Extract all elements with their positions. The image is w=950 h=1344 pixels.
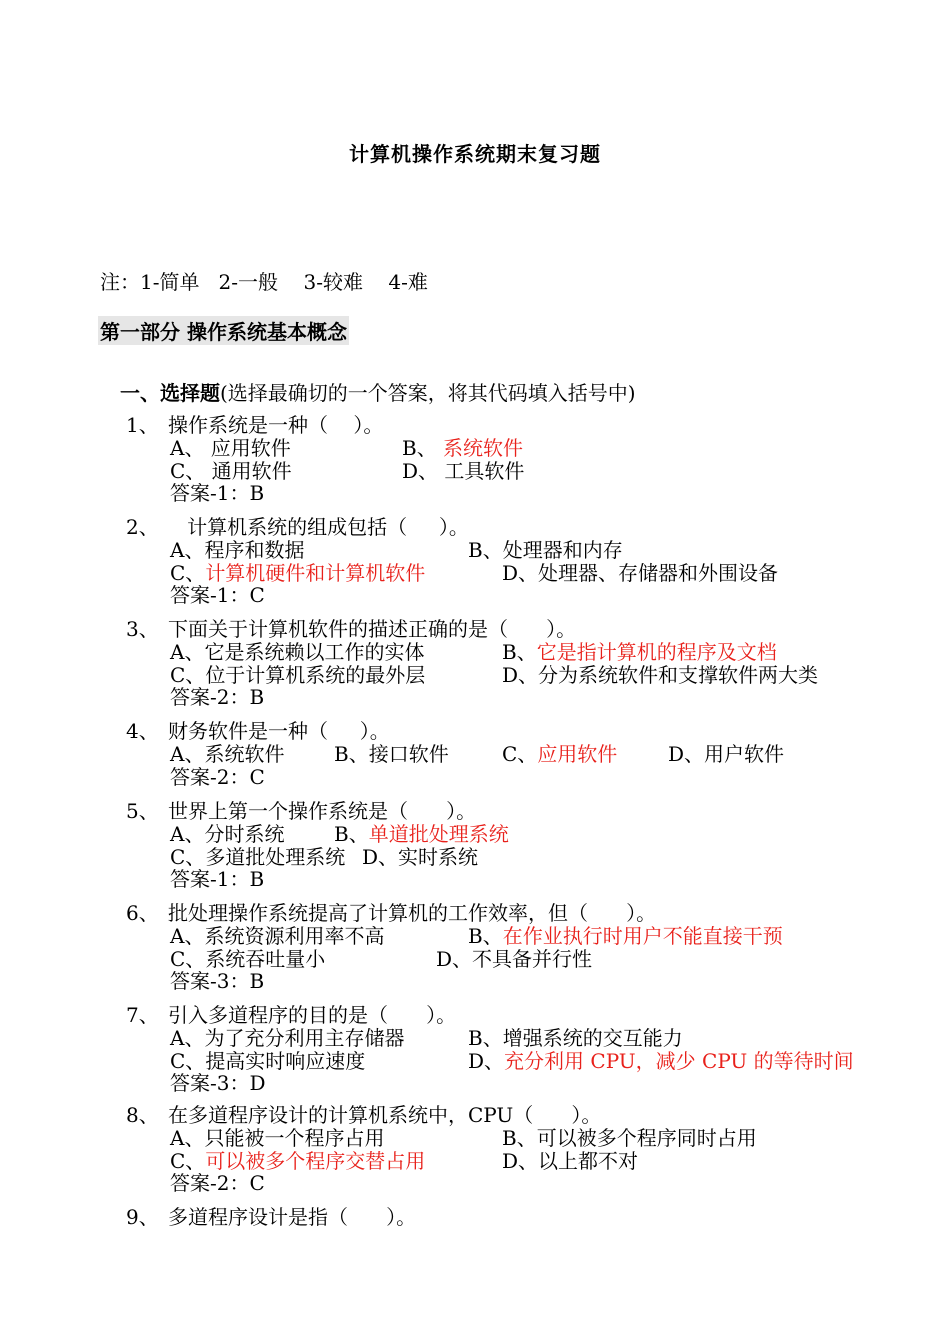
section-title: 一、选择题 <box>120 381 220 405</box>
option-c <box>170 562 425 584</box>
option-d <box>502 1150 638 1172</box>
difficulty-note: 注：1-简单 2-一般 3-较难 4-难 <box>100 270 428 294</box>
correct-option-text: 它是指计算机的程序及文档 <box>536 639 777 664</box>
option-c <box>170 664 425 686</box>
option-text: 处理器、存储器和外围设备 <box>538 560 779 585</box>
correct-option-text: 可以被多个程序交替占用 <box>205 1148 426 1173</box>
option-prefix: B、 <box>468 1025 503 1050</box>
option-prefix: B、 <box>468 923 503 948</box>
correct-option-text: 应用软件 <box>537 741 618 766</box>
option-c <box>170 948 325 970</box>
answer-label: 答案-3：D <box>170 1071 266 1096</box>
option-prefix: A、 <box>170 435 205 460</box>
question-stem: 多道程序设计是指（ ）。 <box>168 1205 417 1229</box>
option-prefix: C、 <box>170 844 206 869</box>
option-text: 系统软件 <box>204 741 285 766</box>
option-prefix: C、 <box>502 741 538 766</box>
answer-label: 答案-2：B <box>170 685 265 710</box>
option-prefix: A、 <box>170 1025 205 1050</box>
option-prefix: A、 <box>170 741 205 766</box>
option-a <box>170 539 304 561</box>
answer-label: 答案-1：B <box>170 481 265 506</box>
option-text: 位于计算机系统的最外层 <box>205 662 426 687</box>
option-prefix: B、 <box>502 1125 537 1150</box>
option-a <box>170 925 384 947</box>
document-title: 计算机操作系统期末复习题 <box>349 142 601 166</box>
option-a <box>170 1127 384 1149</box>
question-number: 8、 <box>126 1103 159 1127</box>
part-title: 第一部分 操作系统基本概念 <box>98 316 349 345</box>
option-prefix: B、 <box>334 741 369 766</box>
option-prefix: A、 <box>170 1125 205 1150</box>
option-b <box>334 743 449 765</box>
option-prefix: D、 <box>436 946 473 971</box>
option-text: 分为系统软件和支撑软件两大类 <box>538 662 819 687</box>
option-text: 接口软件 <box>368 741 449 766</box>
option-d <box>502 664 818 686</box>
option-d <box>402 460 524 482</box>
option-text: 用户软件 <box>704 741 785 766</box>
option-text: 应用软件 <box>204 435 291 460</box>
correct-option-text: 在作业执行时用户不能直接干预 <box>502 923 783 948</box>
option-prefix: D、 <box>668 741 705 766</box>
option-prefix: B、 <box>334 821 369 846</box>
question-number: 4、 <box>126 719 159 743</box>
option-text: 工具软件 <box>438 458 525 483</box>
question-number: 1、 <box>126 413 159 437</box>
question-number: 7、 <box>126 1003 159 1027</box>
option-b <box>502 641 777 663</box>
option-c <box>170 846 345 868</box>
option-prefix: C、 <box>170 1148 206 1173</box>
option-prefix: C、 <box>170 560 206 585</box>
option-prefix: D、 <box>502 1148 539 1173</box>
question-stem: 批处理操作系统提高了计算机的工作效率，但（ ）。 <box>168 901 657 925</box>
option-b <box>502 1127 757 1149</box>
option-d <box>362 846 478 868</box>
option-text: 系统吞吐量小 <box>205 946 326 971</box>
answer-label: 答案-2：C <box>170 764 265 789</box>
option-text: 通用软件 <box>205 458 292 483</box>
option-text: 处理器和内存 <box>502 537 623 562</box>
option-prefix: D、 <box>468 1048 505 1073</box>
question-stem: 在多道程序设计的计算机系统中，CPU（ ）。 <box>168 1103 602 1127</box>
option-text: 系统资源利用率不高 <box>204 923 385 948</box>
option-a <box>170 641 424 663</box>
option-c <box>170 1150 425 1172</box>
option-d <box>436 948 592 970</box>
option-c <box>170 1050 365 1072</box>
answer-label: 答案-1：C <box>170 583 265 608</box>
option-text: 以上都不对 <box>538 1148 639 1173</box>
option-prefix: C、 <box>170 946 206 971</box>
option-b <box>468 925 783 947</box>
correct-option-text: 充分利用 CPU，减少 CPU 的等待时间 <box>504 1048 854 1073</box>
option-text: 可以被多个程序同时占用 <box>536 1125 757 1150</box>
question-stem: 计算机系统的组成包括（ ）。 <box>168 515 469 539</box>
option-text: 增强系统的交互能力 <box>502 1025 683 1050</box>
option-text: 它是系统赖以工作的实体 <box>204 639 425 664</box>
question-stem: 操作系统是一种（ ）。 <box>168 413 384 437</box>
option-b <box>334 823 509 845</box>
option-prefix: C、 <box>170 458 206 483</box>
option-prefix: A、 <box>170 639 205 664</box>
option-prefix: D、 <box>502 560 539 585</box>
option-prefix: B、 <box>468 537 503 562</box>
option-text: 提高实时响应速度 <box>205 1048 366 1073</box>
option-prefix: D、 <box>402 458 439 483</box>
option-d <box>502 562 778 584</box>
option-text: 多道批处理系统 <box>205 844 346 869</box>
question-number: 5、 <box>126 799 159 823</box>
question-stem: 引入多道程序的目的是（ ）。 <box>168 1003 457 1027</box>
correct-option-text: 计算机硬件和计算机软件 <box>205 560 426 585</box>
option-b <box>468 1027 683 1049</box>
question-number: 6、 <box>126 901 159 925</box>
option-b <box>402 437 523 459</box>
option-text: 实时系统 <box>398 844 479 869</box>
question-number: 2、 <box>126 515 159 539</box>
option-d <box>668 743 784 765</box>
option-prefix: C、 <box>170 662 206 687</box>
option-prefix: B、 <box>502 639 537 664</box>
option-a <box>170 1027 404 1049</box>
question-stem: 财务软件是一种（ ）。 <box>168 719 390 743</box>
option-text: 分时系统 <box>204 821 285 846</box>
question-number: 3、 <box>126 617 159 641</box>
option-prefix: D、 <box>362 844 399 869</box>
option-b <box>468 539 623 561</box>
option-prefix: A、 <box>170 537 205 562</box>
option-c <box>502 743 617 765</box>
option-prefix: C、 <box>170 1048 206 1073</box>
section-heading <box>120 377 636 406</box>
question-stem: 下面关于计算机软件的描述正确的是（ ）。 <box>168 617 577 641</box>
section-instruction: (选择最确切的一个答案，将其代码填入括号中) <box>220 381 636 405</box>
question-stem: 世界上第一个操作系统是（ ）。 <box>168 799 477 823</box>
option-prefix: D、 <box>502 662 539 687</box>
option-prefix: A、 <box>170 821 205 846</box>
option-text: 不具备并行性 <box>472 946 593 971</box>
option-d <box>468 1050 854 1072</box>
option-text: 只能被一个程序占用 <box>204 1125 385 1150</box>
option-c <box>170 460 292 482</box>
answer-label: 答案-1：B <box>170 867 265 892</box>
option-prefix: A、 <box>170 923 205 948</box>
correct-option-text: 系统软件 <box>436 435 524 460</box>
option-a <box>170 437 291 459</box>
answer-label: 答案-3：B <box>170 969 265 994</box>
question-number: 9、 <box>126 1205 159 1229</box>
option-text: 为了充分利用主存储器 <box>204 1025 405 1050</box>
option-prefix: B、 <box>402 435 437 460</box>
option-a <box>170 743 284 765</box>
answer-label: 答案-2：C <box>170 1171 265 1196</box>
option-a <box>170 823 284 845</box>
option-text: 程序和数据 <box>204 537 305 562</box>
correct-option-text: 单道批处理系统 <box>368 821 509 846</box>
